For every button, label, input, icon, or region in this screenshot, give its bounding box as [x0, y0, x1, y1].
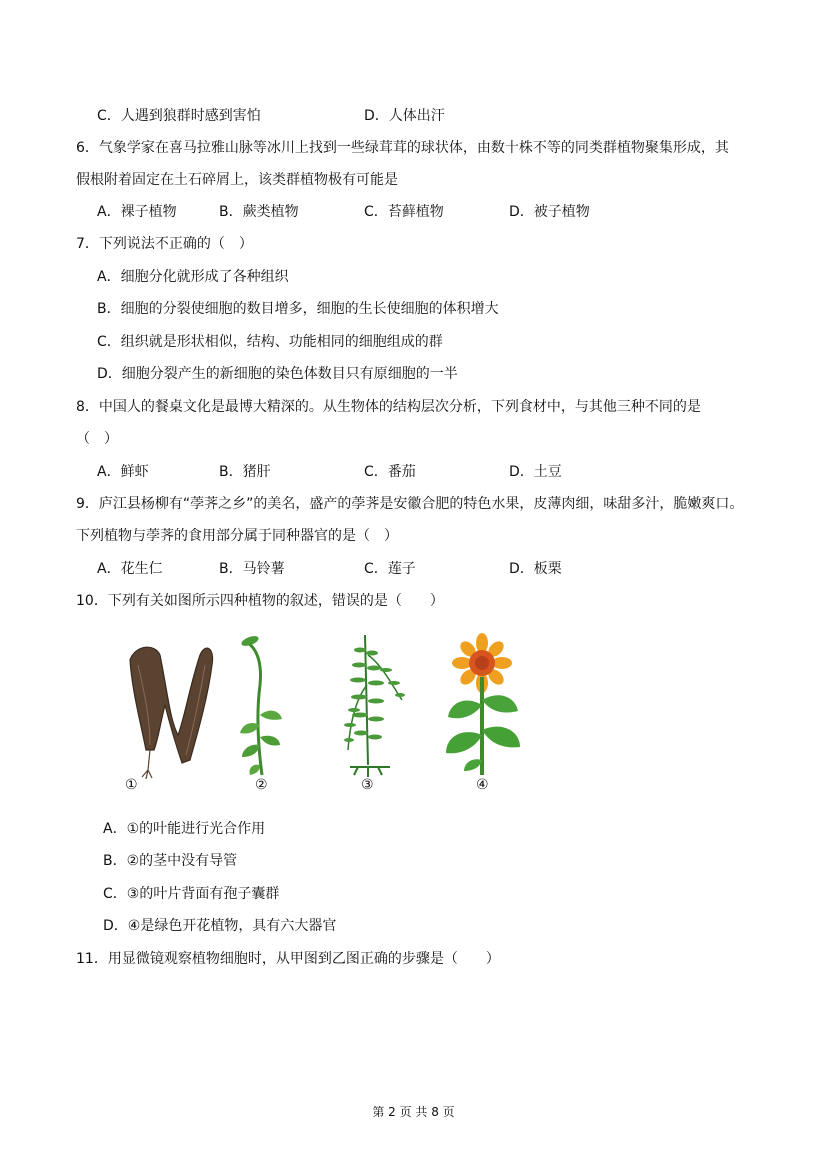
fig-label-1: ①: [125, 777, 138, 793]
seedling-illustration: [240, 634, 282, 775]
q8-option-b: B．猪肝: [219, 464, 271, 480]
q6-stem-line2: 假根附着固定在土石碎屑上，该类群植物极有可能是: [76, 172, 398, 188]
q5-option-d: D．人体出汗: [364, 108, 445, 124]
q9-option-a: A．花生仁: [97, 561, 163, 577]
q9-stem-line1: 9．庐江县杨柳有“荸荠之乡”的美名，盛产的荸荠是安徽合肥的特色水果，皮薄肉细，味甜多汁，脆嫩爽口。: [76, 496, 744, 512]
fig-label-4: ④: [476, 777, 489, 793]
q7-option-d: D．细胞分裂产生的新细胞的染色体数目只有原细胞的一半: [97, 366, 458, 382]
q9-option-b: B．马铃薯: [219, 561, 285, 577]
q6-option-d: D．被子植物: [509, 204, 590, 220]
q7-option-a: A．细胞分化就形成了各种组织: [97, 269, 289, 285]
q6-option-c: C．苔藓植物: [364, 204, 444, 220]
q6-option-a: A．裸子植物: [97, 204, 177, 220]
q10-option-a: A．①的叶能进行光合作用: [103, 821, 266, 837]
q10-option-c: C．③的叶片背面有孢子囊群: [103, 886, 280, 902]
fig-label-3: ③: [361, 777, 374, 793]
fern-illustration: [344, 635, 405, 777]
q10-option-b: B．②的茎中没有导管: [103, 853, 238, 869]
q8-stem-line1: 8．中国人的餐桌文化是最博大精深的。从生物体的结构层次分析，下列食材中，与其他三种不同的是: [76, 399, 701, 415]
q7-option-c: C．组织就是形状相似，结构、功能相同的细胞组成的群: [97, 334, 443, 350]
q8-stem-line2: （ ）: [76, 431, 118, 447]
q10-option-d: D．④是绿色开花植物，具有六大器官: [103, 918, 337, 934]
q8-option-c: C．番茄: [364, 464, 416, 480]
q5-option-c: C．人遇到狼群时感到害怕: [97, 108, 261, 124]
q8-option-a: A．鲜虾: [97, 464, 149, 480]
sunflower-illustration: [446, 633, 520, 775]
q11-stem: 11．用显微镜观察植物细胞时，从甲图到乙图正确的步骤是（ ）: [76, 951, 500, 967]
fig-label-2: ②: [255, 777, 268, 793]
kelp-illustration: [130, 647, 213, 779]
q10-stem: 10．下列有关如图所示四种植物的叙述，错误的是（ ）: [76, 593, 444, 609]
q6-stem-line1: 6．气象学家在喜马拉雅山脉等冰川上找到一些绿茸茸的球状体，由数十株不等的同类群植物聚集形成，其: [76, 140, 729, 156]
q9-option-d: D．板栗: [509, 561, 562, 577]
q6-option-b: B．蕨类植物: [219, 204, 299, 220]
q8-option-d: D．土豆: [509, 464, 562, 480]
q9-stem-line2: 下列植物与荸荠的食用部分属于同种器官的是（ ）: [76, 528, 398, 544]
q7-stem: 7．下列说法不正确的（ ）: [76, 236, 253, 252]
q7-option-b: B．细胞的分裂使细胞的数目增多，细胞的生长使细胞的体积增大: [97, 301, 499, 317]
q9-option-c: C．莲子: [364, 561, 416, 577]
page-footer: 第 2 页 共 8 页: [372, 1105, 455, 1119]
